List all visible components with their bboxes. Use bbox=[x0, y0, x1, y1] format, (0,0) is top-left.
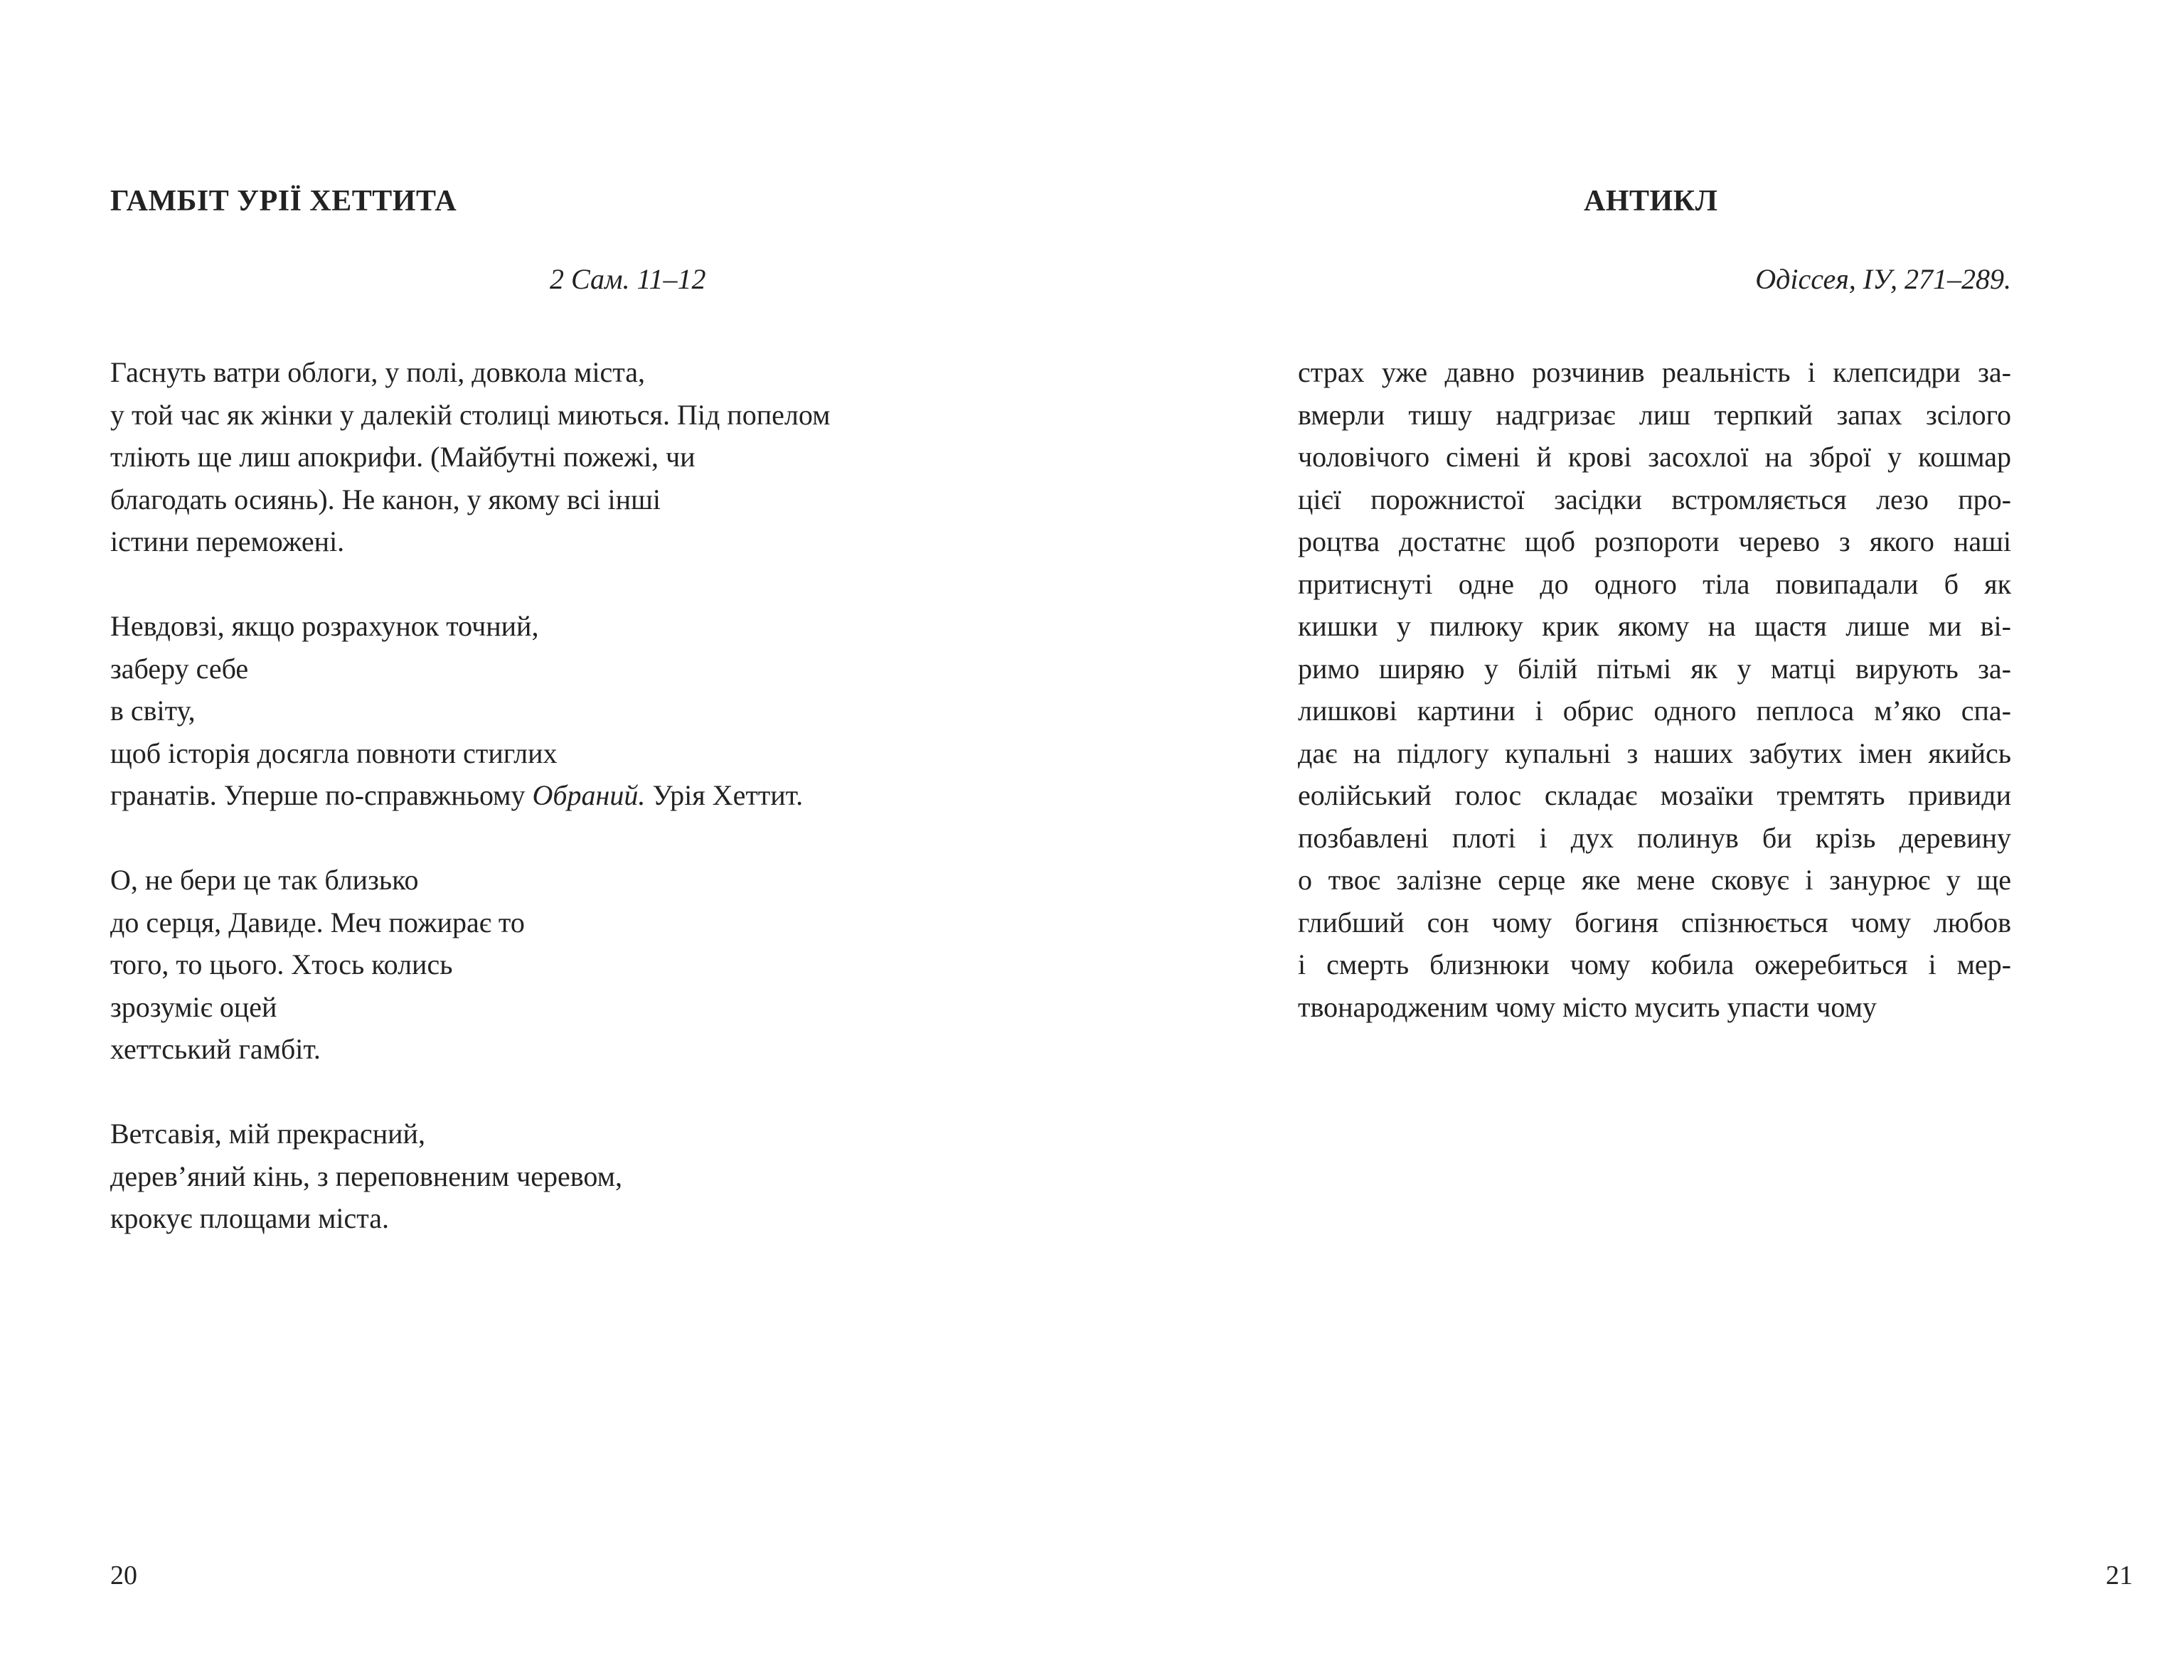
verse-line: того, то цього. Хтось колись bbox=[110, 948, 453, 980]
prose-line: і смерть близнюки чому кобила ожеребиться і мер- bbox=[1298, 948, 2011, 980]
verse-line: крокує площами міста. bbox=[110, 1202, 390, 1234]
verse-line bbox=[110, 774, 803, 817]
verse-line: О, не бери це так близько bbox=[110, 864, 419, 896]
page-number: 21 bbox=[2106, 1561, 2133, 1590]
page-number: 20 bbox=[110, 1561, 137, 1590]
verse-line: Гаснуть ватри облоги, у полі, довкола міста, bbox=[110, 356, 646, 388]
prose-line: еолійський голос складає мозаїки тремтять привиди bbox=[1298, 779, 2011, 811]
prose-line: твонародженим чому місто мусить упасти чому bbox=[1298, 990, 1877, 1023]
prose-line: о твоє залізне серце яке мене сковує і занурює у ще bbox=[1298, 864, 2011, 896]
verse-line: щоб історія досягла повноти стиглих bbox=[110, 737, 558, 769]
stanza-2 bbox=[110, 605, 803, 817]
verse-line: істини переможені. bbox=[110, 525, 345, 557]
prose-line: позбавлені плоті і дух полинув би крізь деревину bbox=[1298, 821, 2011, 854]
prose-line: страх уже давно розчинив реальність і клепсидри за- bbox=[1298, 356, 2011, 388]
epigraph: 2 Сам. 11–12 bbox=[550, 263, 706, 295]
prose-line: кишки у пилюку крик якому на щастя лише ми ві- bbox=[1298, 610, 2011, 642]
stanza-1 bbox=[110, 351, 830, 563]
verse-line: дерев’яний кінь, з переповненим черевом, bbox=[110, 1160, 622, 1192]
verse-line: до серця, Давиде. Меч пожирає то bbox=[110, 906, 525, 938]
epigraph: Одіссея, ІУ, 271–289. bbox=[1755, 263, 2011, 295]
stanza-4 bbox=[110, 1113, 622, 1240]
prose-line: дає на підлогу купальні з наших забутих імен якийсь bbox=[1298, 737, 2011, 769]
verse-line: заберу себе bbox=[110, 652, 249, 685]
prose-line: притиснуті одне до одного тіла повипадали б як bbox=[1298, 567, 2011, 600]
poem-title: АНТИКЛ bbox=[1584, 185, 1718, 218]
verse-line: Ветсавія, мій прекрасний, bbox=[110, 1118, 425, 1150]
verse-line: зрозуміє оцей bbox=[110, 990, 277, 1023]
prose-line: роцтва достатнє щоб розпороти черево з якого наші bbox=[1298, 525, 2011, 557]
verse-text: Урія Хеттит. bbox=[645, 779, 804, 811]
prose-line: глибший сон чому богиня спізнюється чому любов bbox=[1298, 906, 2011, 938]
verse-line: в світу, bbox=[110, 695, 196, 727]
stanza-3 bbox=[110, 859, 525, 1071]
verse-line: Невдовзі, якщо розрахунок точний, bbox=[110, 610, 539, 642]
prose-block bbox=[1298, 351, 2011, 1028]
prose-line: цієї порожнистої засідки встромляється лезо про- bbox=[1298, 483, 2011, 515]
prose-line: вмерли тишу надгризає лиш терпкий запах зсілого bbox=[1298, 398, 2011, 431]
verse-text: гранатів. Уперше по-справжньому bbox=[110, 779, 533, 811]
prose-line: римо ширяю у білій пітьмі як у матці вирують за- bbox=[1298, 652, 2011, 685]
verse-line: благодать осиянь). Не канон, у якому всі інші bbox=[110, 483, 661, 515]
verse-line: хеттський гамбіт. bbox=[110, 1033, 321, 1065]
right-page bbox=[1092, 0, 2184, 1680]
poem-title: ГАМБІТ УРІЇ ХЕТТИТА bbox=[110, 185, 457, 218]
prose-line: чоловічого сімені й крові засохлої на зброї у кошмар bbox=[1298, 441, 2011, 473]
prose-line: лишкові картини і обрис одного пеплоса м’яко спа- bbox=[1298, 695, 2011, 727]
verse-line: у той час як жінки у далекій столиці миються. Під попелом bbox=[110, 398, 831, 431]
emphasized-word: Обраний. bbox=[532, 779, 646, 811]
verse-line: тліють ще лиш апокрифи. (Майбутні пожежі, чи bbox=[110, 441, 696, 473]
